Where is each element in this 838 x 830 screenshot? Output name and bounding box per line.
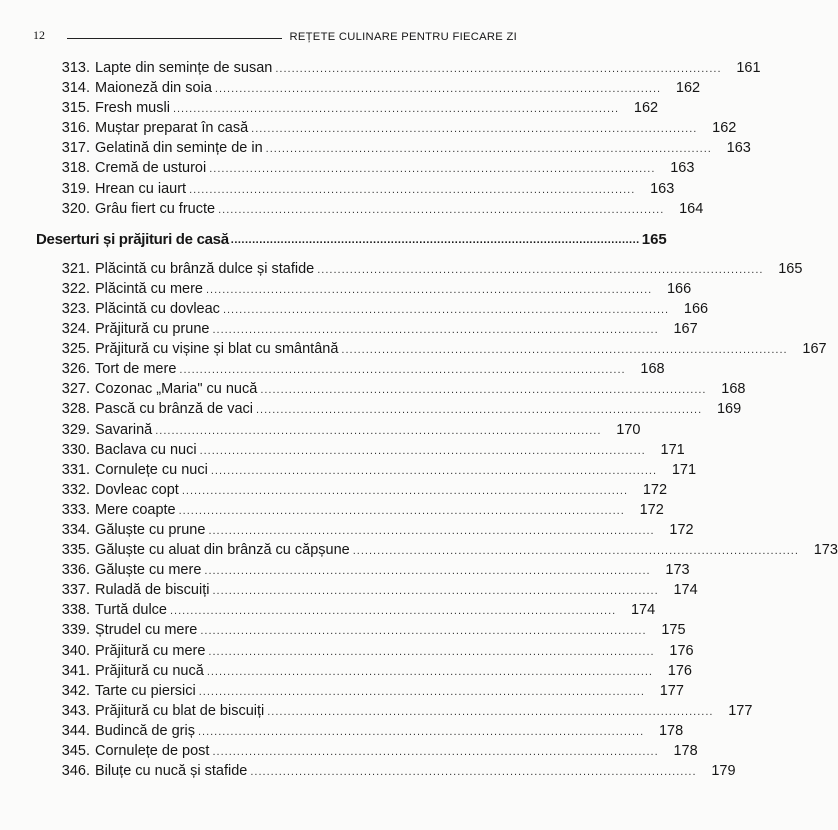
- entry-title: Fresh musli: [95, 100, 170, 117]
- entry-number: 327.: [61, 381, 90, 398]
- leader-dots: ..............................................................................................................: [341, 344, 788, 357]
- entry-number: 315.: [61, 100, 90, 117]
- toc-entry: [36, 399, 742, 419]
- entry-page: 169: [716, 401, 742, 418]
- entry-page: 162: [633, 100, 659, 117]
- entry-page: 163: [726, 140, 751, 157]
- entry-title: Prăjitură cu prune: [95, 321, 210, 338]
- entry-page: 172: [639, 501, 664, 518]
- entry-page: 171: [660, 441, 685, 458]
- entry-page: 177: [728, 702, 753, 719]
- leader-dots: ..............................................................................................................: [251, 123, 698, 136]
- toc-entry: [36, 259, 803, 279]
- leader-dots: ..............................................................................................................: [212, 585, 659, 598]
- toc-entry: [36, 600, 656, 620]
- entry-number: 323.: [61, 300, 90, 317]
- toc-entry: [36, 158, 695, 178]
- entry-page: 164: [679, 200, 704, 217]
- entry-title: Prăjitură cu mere: [95, 642, 206, 659]
- toc-entry: [36, 540, 838, 560]
- toc-entry: [36, 580, 698, 600]
- entry-page: 161: [736, 60, 761, 76]
- entry-title: Baclava cu nuci: [95, 441, 197, 458]
- entry-page: 172: [642, 481, 668, 498]
- entry-number: 336.: [61, 562, 90, 579]
- entry-title: Pască cu brânză de vaci: [95, 401, 253, 418]
- entry-number: 346.: [61, 763, 90, 780]
- leader-dots: ..............................................................................................................: [218, 203, 665, 216]
- leader-dots: ..............................................................................................................: [179, 364, 626, 377]
- leader-dots: ..............................................................................................................: [155, 424, 602, 437]
- entry-title: Budincă de griș: [95, 722, 195, 739]
- toc-entry: [36, 138, 751, 158]
- entry-number: 329.: [61, 421, 90, 438]
- entry-title: Găluște cu aluat din brânză cu căpșune: [95, 542, 350, 559]
- entry-title: Prăjitură cu blat de biscuiți: [95, 702, 265, 719]
- leader-dots: ..............................................................................................................: [317, 263, 764, 276]
- entry-number: 321.: [61, 260, 90, 277]
- entry-page: 177: [659, 682, 684, 699]
- entry-page: 178: [673, 743, 698, 759]
- entry-page: 172: [669, 521, 694, 538]
- entry-title: Biluțe cu nucă și stafide: [95, 763, 248, 780]
- entries-after-section: [36, 259, 838, 781]
- toc-entry: [36, 319, 698, 339]
- leader-dots: ..............................................................................................................: [209, 163, 656, 176]
- toc-entry: [36, 500, 664, 520]
- entry-number: 343.: [61, 702, 90, 719]
- entry-number: 333.: [61, 501, 90, 518]
- entry-number: 330.: [61, 441, 90, 458]
- entry-page: 165: [778, 260, 803, 277]
- entry-page: 171: [671, 461, 697, 478]
- leader-dots: ..............................................................................................................: [210, 464, 658, 477]
- entry-page: 166: [683, 300, 709, 317]
- toc-entry: [36, 199, 704, 219]
- section-title: Deserturi și prăjituri de casă: [36, 231, 229, 249]
- toc-entry: [36, 420, 641, 440]
- leader-dots: ..............................................................................................................: [212, 324, 659, 337]
- section-heading: [36, 225, 667, 255]
- book-title: REȚETE CULINARE PENTRU FIECARE ZI: [289, 31, 517, 43]
- entry-page: 176: [667, 662, 692, 679]
- entry-number: 319.: [61, 180, 90, 197]
- entry-page: 166: [666, 280, 692, 297]
- toc-entry: [36, 641, 694, 661]
- entry-number: 337.: [61, 582, 90, 599]
- section-leader-dots: ...................................................................................................................: [230, 233, 640, 246]
- entry-page: 176: [669, 642, 694, 659]
- entry-number: 345.: [61, 743, 90, 759]
- entry-title: Cremă de usturoi: [95, 160, 207, 177]
- leader-dots: ..............................................................................................................: [214, 83, 662, 96]
- entry-title: Plăcintă cu dovleac: [95, 300, 220, 317]
- leader-dots: ..............................................................................................................: [200, 625, 647, 638]
- leader-dots: ..............................................................................................................: [189, 183, 636, 196]
- entry-page: 168: [721, 381, 746, 398]
- leader-dots: ..............................................................................................................: [170, 605, 617, 618]
- leader-dots: ..............................................................................................................: [255, 404, 703, 417]
- entry-title: Tarte cu piersici: [95, 682, 196, 699]
- entry-page: 173: [665, 562, 690, 579]
- entry-title: Ștrudel cu mere: [95, 622, 198, 639]
- entry-title: Muștar preparat în casă: [95, 120, 249, 137]
- toc-entry: [36, 661, 692, 681]
- entry-page: 168: [640, 361, 665, 378]
- entry-page: 162: [712, 120, 737, 137]
- entry-title: Dovleac copt: [95, 481, 179, 498]
- toc-entry: [36, 701, 753, 721]
- toc-entry: [36, 480, 668, 500]
- toc-entry: [36, 620, 686, 640]
- entry-title: Maioneză din soia: [95, 80, 212, 97]
- toc-entry: [36, 379, 746, 399]
- entry-number: 331.: [61, 461, 90, 478]
- table-of-contents: [36, 58, 838, 781]
- toc-entry: [36, 520, 694, 540]
- entry-number: 313.: [61, 60, 90, 76]
- entry-title: Lapte din semințe de susan: [95, 60, 273, 76]
- toc-entry: [36, 339, 827, 359]
- entry-number: 340.: [61, 642, 90, 659]
- leader-dots: ..............................................................................................................: [178, 504, 625, 517]
- leader-dots: ..............................................................................................................: [267, 705, 714, 718]
- entry-page: 174: [630, 602, 656, 619]
- entry-number: 341.: [61, 662, 90, 679]
- toc-entry: [36, 741, 698, 761]
- entry-page: 162: [675, 80, 701, 97]
- entry-number: 339.: [61, 622, 90, 639]
- leader-dots: ..............................................................................................................: [172, 103, 620, 116]
- entry-number: 314.: [61, 80, 90, 97]
- entry-page: 174: [673, 582, 698, 599]
- entry-number: 328.: [61, 401, 90, 418]
- entry-title: Savarină: [95, 421, 153, 438]
- toc-entry: [36, 359, 665, 379]
- entry-number: 325.: [61, 341, 90, 358]
- entry-title: Găluște cu prune: [95, 521, 206, 538]
- entry-number: 344.: [61, 722, 90, 739]
- toc-entry: [36, 179, 675, 199]
- entry-number: 324.: [61, 321, 90, 338]
- entry-title: Hrean cu iaurt: [95, 180, 187, 197]
- toc-entry: [36, 721, 684, 741]
- entry-title: Cornulețe cu nuci: [95, 461, 208, 478]
- entry-page: 170: [616, 421, 641, 438]
- leader-dots: ..............................................................................................................: [265, 143, 712, 156]
- entry-number: 332.: [61, 481, 90, 498]
- leader-dots: ..............................................................................................................: [275, 63, 722, 75]
- leader-dots: ..............................................................................................................: [222, 303, 670, 316]
- entry-page: 173: [813, 542, 838, 559]
- entry-page: 163: [650, 180, 675, 197]
- entries-before-section: [36, 58, 761, 219]
- leader-dots: ..............................................................................................................: [197, 725, 645, 738]
- entry-page: 175: [661, 622, 686, 639]
- toc-entry: [36, 681, 684, 701]
- toc-entry: [36, 460, 697, 480]
- entry-title: Mere coapte: [95, 501, 176, 518]
- entry-number: 326.: [61, 361, 90, 378]
- entry-title: Ruladă de biscuiți: [95, 582, 210, 599]
- leader-dots: ..............................................................................................................: [250, 766, 697, 779]
- entry-number: 318.: [61, 160, 90, 177]
- page-header: [33, 28, 517, 43]
- entry-title: Prăjitură cu vișine și blat cu smântână: [95, 341, 339, 358]
- header-rule: [67, 38, 282, 39]
- leader-dots: ..............................................................................................................: [352, 545, 799, 558]
- entry-title: Cornulețe de post: [95, 743, 210, 759]
- entry-title: Prăjitură cu nucă: [95, 662, 204, 679]
- leader-dots: ..............................................................................................................: [212, 746, 659, 758]
- leader-dots: ..............................................................................................................: [206, 665, 653, 678]
- entry-number: 334.: [61, 521, 90, 538]
- leader-dots: ..............................................................................................................: [206, 283, 653, 296]
- section-page: 165: [641, 231, 667, 249]
- leader-dots: ..............................................................................................................: [181, 484, 629, 497]
- leader-dots: ..............................................................................................................: [198, 685, 645, 698]
- entry-number: 322.: [61, 280, 90, 297]
- toc-entry: [36, 118, 737, 138]
- leader-dots: ..............................................................................................................: [208, 524, 655, 537]
- entry-title: Gelatină din semințe de in: [95, 140, 263, 157]
- entry-title: Cozonac „Maria" cu nucă: [95, 381, 258, 398]
- entry-title: Turtă dulce: [95, 602, 167, 619]
- toc-entry: [36, 78, 701, 98]
- entry-number: 335.: [61, 542, 90, 559]
- toc-entry: [36, 58, 761, 78]
- toc-entry: [36, 98, 659, 118]
- leader-dots: ..............................................................................................................: [208, 645, 655, 658]
- entry-page: 167: [673, 321, 698, 338]
- toc-entry: [36, 279, 692, 299]
- toc-entry: [36, 440, 685, 460]
- toc-entry: [36, 761, 736, 781]
- leader-dots: ..............................................................................................................: [260, 384, 707, 397]
- entry-page: 178: [658, 722, 684, 739]
- leader-dots: ..............................................................................................................: [199, 444, 646, 457]
- entry-page: 163: [670, 160, 695, 177]
- entry-title: Plăcintă cu mere: [95, 280, 203, 297]
- entry-number: 342.: [61, 682, 90, 699]
- entry-number: 317.: [61, 140, 90, 157]
- entry-title: Tort de mere: [95, 361, 177, 378]
- entry-number: 320.: [61, 200, 90, 217]
- entry-page: 179: [711, 763, 736, 780]
- leader-dots: ..............................................................................................................: [204, 565, 651, 578]
- entry-title: Plăcintă cu brânză dulce și stafide: [95, 260, 315, 277]
- toc-entry: [36, 299, 709, 319]
- toc-entry: [36, 560, 690, 580]
- entry-title: Găluște cu mere: [95, 562, 202, 579]
- entry-number: 316.: [61, 120, 90, 137]
- entry-page: 167: [802, 341, 827, 358]
- entry-title: Grâu fiert cu fructe: [95, 200, 216, 217]
- entry-number: 338.: [61, 602, 90, 619]
- page-number: 12: [33, 28, 45, 42]
